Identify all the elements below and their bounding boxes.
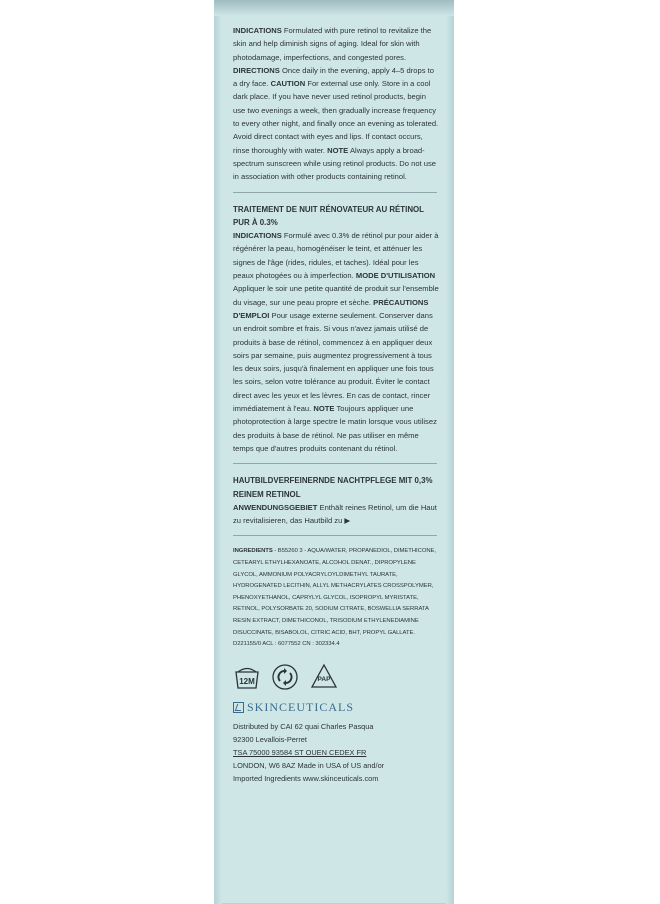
pao-12m-icon	[233, 664, 261, 690]
french-section	[233, 229, 439, 455]
english-note-text: Always apply a broad-spectrum sunscreen while using retinol products. Do not use in association with other products containing retinol.	[233, 145, 437, 182]
english-indications-text: Formulated with pure retinol to revitalize the skin and help diminish signs of aging. Ideal for skin with photodamage, imperfections, and congested pores.	[233, 26, 432, 62]
distributor-line-3: TSA 75000 93584 ST OUEN CEDEX FR	[233, 748, 367, 758]
distributor-line-5: Imported Ingredients www.skinceuticals.com	[233, 774, 379, 784]
pap-recycle-icon	[309, 663, 339, 691]
french-title: TRAITEMENT DE NUIT RÉNOVATEUR AU RÉTINOL PUR À 0.3%	[233, 204, 424, 227]
label-text-block	[233, 24, 439, 785]
ingredients-label: INGREDIENTS	[233, 548, 273, 555]
recycle-icon	[271, 663, 299, 691]
logo-wordmark: SKINCEUTICALS	[247, 699, 355, 714]
french-indications-text: Formulé avec 0.3% de rétinol pur pour aider à régénérer la peau, homogénéiser le teint, et atténuer les signes de l'âge (rides, ridules, et taches). Idéal pour les peaux photogées ou à imperfection.	[233, 231, 439, 281]
divider	[233, 535, 437, 536]
english-note-label: NOTE	[327, 145, 349, 155]
recycling-icons-row	[233, 661, 439, 693]
ingredients-list	[233, 546, 439, 650]
german-anwendungsgebiet-label: ANWENDUNGSGEBIET	[233, 502, 318, 512]
ingredients-text: - B55260 3 - AQUA/WATER, PROPANEDIOL, DIMETHICONE, CETEARYL ETHYLHEXANOATE, ALCOHOL DENAT., DIPROPYLENE GLYCOL, AMMONIUM POLYACRYLOYLDIMETHYL TAURATE, HYDROGENATED LECITHIN, ALLYL METHACRYLATES CROSSPOLYMER, PHENOXYETHANOL, CAPRYLYL GLYCOL, ISOPROPYL MYRISTATE, RETINOL, POLYSORBATE 20, SODIUM CITRATE, BOSWELLIA SERRATA RESIN EXTRACT, DIMETHICONOL, TRISODIUM ETHYLENEDIAMINE DISUCCINATE, BISABOLOL, CITRIC ACID, BHT, PROPYL GALLATE. D221155/0 ACL : 6077552 CN : 302334.4	[233, 548, 437, 648]
french-mode-label: MODE D'UTILISATION	[355, 271, 436, 281]
divider	[233, 192, 437, 193]
french-precautions-label: PRÉCAUTIONS D'EMPLOI	[233, 297, 429, 320]
distributor-info	[233, 720, 439, 785]
pap-label: PAP	[317, 675, 331, 683]
english-caution-text: For external use only. Store in a cool dark place. If you have never used retinol products, begin use two evenings a week, then gradually increase frequency to every other night, and finally once an evening as tolerated. Avoid direct contact with eyes and lips. If contact occurs, rinse thoroughly with water.	[233, 79, 439, 155]
distributor-line-2: 92300 Levallois-Perret	[233, 735, 307, 745]
english-caution-label: CAUTION	[270, 79, 306, 89]
french-indications-label: INDICATIONS	[233, 231, 282, 241]
english-directions-label: DIRECTIONS	[233, 65, 280, 75]
english-indications-label: INDICATIONS	[233, 26, 282, 35]
french-note-text: Toujours appliquer une photoprotection à large spectre le matin lorsque vous utilisez des produits à base de rétinol. Ne pas utiliser en même temps que d'autres produits contenant du rétinol.	[233, 404, 437, 453]
divider	[233, 463, 437, 464]
english-directions-text: Once daily in the evening, apply 4–5 drops to a dry face.	[233, 65, 434, 89]
distributor-line-1: Distributed by CAI 62 quai Charles Pasqua	[233, 722, 374, 732]
distributor-line-4: LONDON, W6 8AZ Made in USA of US and/or	[233, 761, 385, 771]
logo-mark-icon	[233, 702, 244, 713]
french-mode-text: Appliquer le soir une petite quantité de produit sur l'ensemble du visage, sur une peau propre et sèche.	[233, 284, 439, 307]
french-precautions-text: Pour usage externe seulement. Conserver dans un endroit sombre et frais. Si vous n'avez jamais utilisé de produits à base de rétinol, commencez à en appliquer deux soirs par semaine, puis augmentez progressivement à tous les deux soirs, jusqu'à finalement en appliquer une fois tous les soirs, selon votre tolérance au produit. Éviter le contact direct avec les yeux et les lèvres. En cas de contact, rincer immédiatement à l'eau.	[233, 310, 434, 414]
box-top-flap	[214, 0, 454, 16]
skinceuticals-logo	[233, 701, 439, 714]
box-right-edge	[446, 0, 454, 904]
pao-label: 12M	[239, 676, 255, 686]
german-section	[233, 501, 439, 528]
german-title: HAUTBILDVERFEINERNDE NACHTPFLEGE MIT 0,3% REINEM RETINOL	[233, 476, 433, 499]
german-anwendungsgebiet-text: Enthält reines Retinol, um die Haut zu revitalisieren, das Hautbild zu ▶	[233, 502, 437, 526]
box-left-edge	[214, 0, 222, 904]
english-section	[233, 24, 439, 184]
french-note-label: NOTE	[313, 404, 335, 414]
